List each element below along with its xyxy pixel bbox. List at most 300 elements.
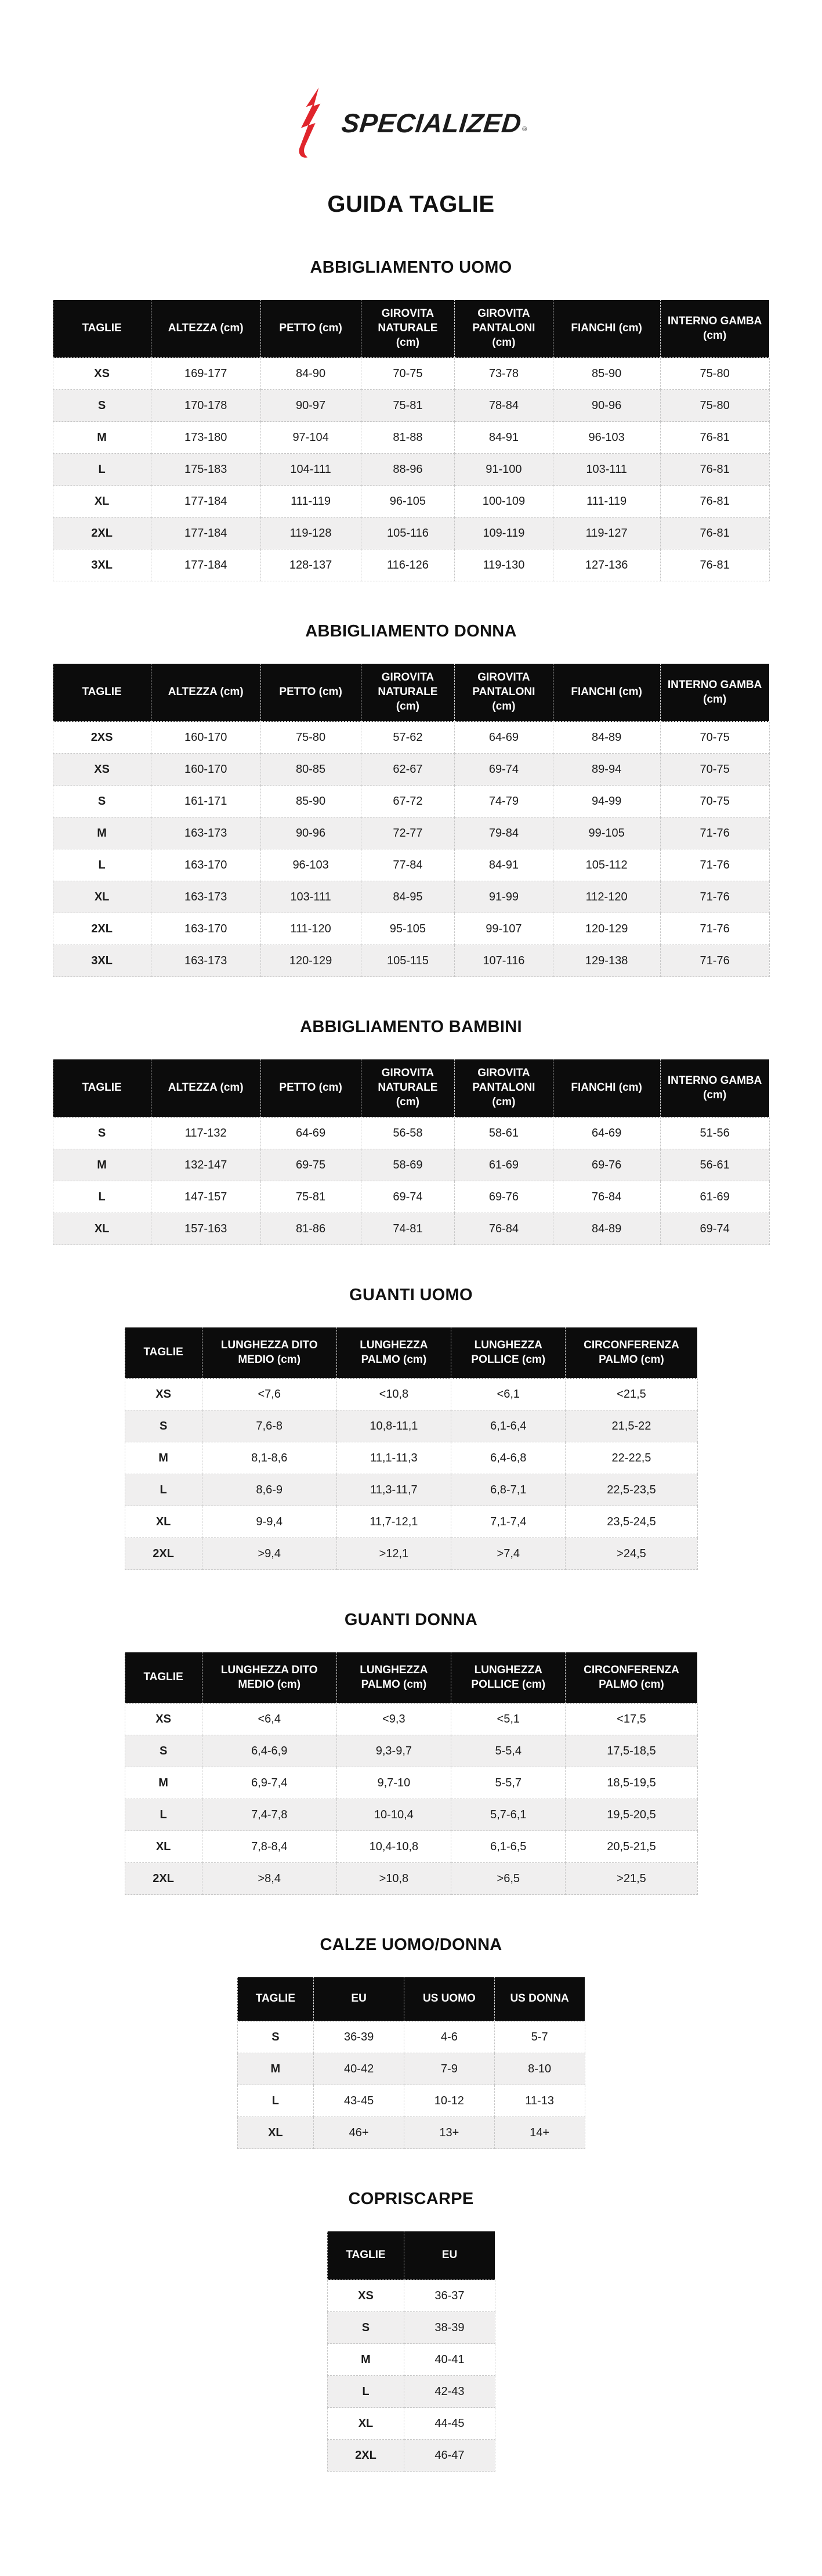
table-cell: 11,1-11,3 bbox=[336, 1442, 451, 1474]
table-cell: 19,5-20,5 bbox=[566, 1799, 697, 1831]
section-title: ABBIGLIAMENTO UOMO bbox=[310, 258, 512, 277]
table-cell: 44-45 bbox=[404, 2408, 495, 2440]
table-cell: 119-128 bbox=[260, 518, 361, 549]
table-cell: 74-79 bbox=[455, 786, 553, 817]
table-cell: <21,5 bbox=[566, 1379, 697, 1410]
table-cell: 76-81 bbox=[660, 486, 769, 518]
size-label-cell: XL bbox=[125, 1506, 202, 1538]
section-title: GUANTI DONNA bbox=[344, 1611, 478, 1629]
table-cell: 20,5-21,5 bbox=[566, 1831, 697, 1863]
size-label-cell: L bbox=[327, 2376, 404, 2408]
table-row bbox=[53, 881, 769, 913]
table-cell: 6,9-7,4 bbox=[202, 1767, 336, 1799]
table-cell: 119-127 bbox=[553, 518, 660, 549]
table-cell: 96-103 bbox=[553, 422, 660, 454]
size-label-cell: M bbox=[125, 1767, 202, 1799]
table-cell: 8-10 bbox=[494, 2053, 585, 2085]
table-cell: 7,1-7,4 bbox=[451, 1506, 566, 1538]
size-label-cell: M bbox=[125, 1442, 202, 1474]
table-cell: 42-43 bbox=[404, 2376, 495, 2408]
size-label-cell: XS bbox=[125, 1379, 202, 1410]
table-cell: 71-76 bbox=[660, 881, 769, 913]
size-guide-section bbox=[0, 1018, 822, 1245]
table-row bbox=[327, 2312, 495, 2344]
table-cell: 56-58 bbox=[361, 1117, 455, 1149]
table-row bbox=[125, 1831, 697, 1863]
table-header-cell: TAGLIE bbox=[53, 1059, 151, 1117]
table-row bbox=[53, 849, 769, 881]
table-cell: 69-74 bbox=[660, 1213, 769, 1245]
table-cell: 6,4-6,8 bbox=[451, 1442, 566, 1474]
table-cell: 72-77 bbox=[361, 817, 455, 849]
table-cell: 9-9,4 bbox=[202, 1506, 336, 1538]
table-header-cell: INTERNO GAMBA (cm) bbox=[660, 664, 769, 722]
table-cell: 94-99 bbox=[553, 786, 660, 817]
table-cell: 22-22,5 bbox=[566, 1442, 697, 1474]
table-row bbox=[327, 2408, 495, 2440]
table-cell: 56-61 bbox=[660, 1149, 769, 1181]
table-header-cell: LUNGHEZZA POLLICE (cm) bbox=[451, 1652, 566, 1703]
table-row bbox=[125, 1703, 697, 1735]
header-row bbox=[53, 1059, 769, 1117]
table-header-cell: GIROVITA NATURALE (cm) bbox=[361, 300, 455, 358]
table-header-cell: LUNGHEZZA DITO MEDIO (cm) bbox=[202, 1327, 336, 1379]
table-cell: 177-184 bbox=[151, 549, 260, 581]
table-cell: 84-89 bbox=[553, 1213, 660, 1245]
size-label-cell: M bbox=[327, 2344, 404, 2376]
table-cell: 84-89 bbox=[553, 722, 660, 754]
table-cell: 10-10,4 bbox=[336, 1799, 451, 1831]
size-label-cell: 2XL bbox=[327, 2440, 404, 2472]
table-header-cell: US DONNA bbox=[494, 1977, 585, 2021]
table-cell: 107-116 bbox=[455, 945, 553, 977]
table-row bbox=[53, 486, 769, 518]
table-cell: 7,8-8,4 bbox=[202, 1831, 336, 1863]
table-cell: 88-96 bbox=[361, 454, 455, 486]
size-label-cell: L bbox=[237, 2085, 314, 2117]
size-guide-section bbox=[0, 1611, 822, 1895]
table-cell: 76-84 bbox=[455, 1213, 553, 1245]
table-cell: 7-9 bbox=[404, 2053, 495, 2085]
table-cell: 103-111 bbox=[260, 881, 361, 913]
table-body bbox=[125, 1379, 697, 1570]
size-label-cell: XL bbox=[237, 2117, 314, 2149]
table-header-cell: LUNGHEZZA PALMO (cm) bbox=[336, 1327, 451, 1379]
table-cell: 76-81 bbox=[660, 518, 769, 549]
table-cell: 75-81 bbox=[361, 390, 455, 422]
table-header-cell: INTERNO GAMBA (cm) bbox=[660, 1059, 769, 1117]
table-cell: 147-157 bbox=[151, 1181, 260, 1213]
header-row bbox=[53, 664, 769, 722]
size-table bbox=[53, 1059, 770, 1245]
size-guide-section bbox=[0, 1286, 822, 1570]
table-cell: 13+ bbox=[404, 2117, 495, 2149]
table-cell: 57-62 bbox=[361, 722, 455, 754]
table-cell: 76-81 bbox=[660, 454, 769, 486]
table-row bbox=[125, 1442, 697, 1474]
table-cell: 64-69 bbox=[553, 1117, 660, 1149]
table-cell: 6,1-6,5 bbox=[451, 1831, 566, 1863]
table-header-cell: GIROVITA NATURALE (cm) bbox=[361, 1059, 455, 1117]
table-cell: 5-5,7 bbox=[451, 1767, 566, 1799]
size-label-cell: XL bbox=[53, 881, 151, 913]
table-cell: 119-130 bbox=[455, 549, 553, 581]
size-table bbox=[327, 2231, 495, 2472]
size-label-cell: S bbox=[327, 2312, 404, 2344]
table-cell: 96-105 bbox=[361, 486, 455, 518]
table-body bbox=[53, 1117, 769, 1245]
table-cell: 163-173 bbox=[151, 945, 260, 977]
size-label-cell: M bbox=[53, 422, 151, 454]
table-cell: 163-170 bbox=[151, 913, 260, 945]
table-row bbox=[53, 786, 769, 817]
table-cell: 163-173 bbox=[151, 881, 260, 913]
size-label-cell: S bbox=[53, 786, 151, 817]
table-cell: 163-170 bbox=[151, 849, 260, 881]
table-body bbox=[125, 1703, 697, 1895]
header-row bbox=[125, 1327, 697, 1379]
table-header-cell: TAGLIE bbox=[125, 1652, 202, 1703]
size-guide-section bbox=[0, 2190, 822, 2472]
table-cell: 40-42 bbox=[314, 2053, 404, 2085]
table-cell: 85-90 bbox=[553, 358, 660, 390]
table-row bbox=[237, 2021, 585, 2053]
table-cell: 62-67 bbox=[361, 754, 455, 786]
table-cell: 163-173 bbox=[151, 817, 260, 849]
table-row bbox=[53, 518, 769, 549]
table-cell: 117-132 bbox=[151, 1117, 260, 1149]
size-guide-section bbox=[0, 1935, 822, 2149]
size-label-cell: XS bbox=[53, 754, 151, 786]
size-label-cell: 3XL bbox=[53, 549, 151, 581]
table-cell: 75-80 bbox=[660, 358, 769, 390]
size-table bbox=[125, 1327, 698, 1570]
table-row bbox=[125, 1538, 697, 1570]
table-cell: 89-94 bbox=[553, 754, 660, 786]
table-cell: <9,3 bbox=[336, 1703, 451, 1735]
section-title: ABBIGLIAMENTO BAMBINI bbox=[300, 1018, 522, 1036]
table-cell: 8,6-9 bbox=[202, 1474, 336, 1506]
table-header-cell: PETTO (cm) bbox=[260, 300, 361, 358]
table-header-cell: TAGLIE bbox=[53, 300, 151, 358]
table-cell: 75-80 bbox=[660, 390, 769, 422]
table-row bbox=[125, 1410, 697, 1442]
table-cell: 77-84 bbox=[361, 849, 455, 881]
table-cell: 120-129 bbox=[553, 913, 660, 945]
table-row bbox=[53, 1181, 769, 1213]
page-title: GUIDA TAGLIE bbox=[327, 191, 495, 217]
table-cell: 81-86 bbox=[260, 1213, 361, 1245]
table-cell: 105-116 bbox=[361, 518, 455, 549]
table-cell: 61-69 bbox=[660, 1181, 769, 1213]
size-label-cell: 2XS bbox=[53, 722, 151, 754]
size-label-cell: S bbox=[237, 2021, 314, 2053]
table-cell: 18,5-19,5 bbox=[566, 1767, 697, 1799]
size-label-cell: 3XL bbox=[53, 945, 151, 977]
table-cell: 90-96 bbox=[260, 817, 361, 849]
table-cell: 5,7-6,1 bbox=[451, 1799, 566, 1831]
table-header-cell: FIANCHI (cm) bbox=[553, 300, 660, 358]
table-row bbox=[53, 549, 769, 581]
table-cell: 111-120 bbox=[260, 913, 361, 945]
table-cell: 7,4-7,8 bbox=[202, 1799, 336, 1831]
table-cell: 81-88 bbox=[361, 422, 455, 454]
table-header-cell: TAGLIE bbox=[237, 1977, 314, 2021]
table-cell: 17,5-18,5 bbox=[566, 1735, 697, 1767]
registered-trademark-mark: ® bbox=[522, 126, 527, 133]
section-title: CALZE UOMO/DONNA bbox=[320, 1935, 502, 1954]
header-row bbox=[327, 2231, 495, 2280]
table-cell: 99-107 bbox=[455, 913, 553, 945]
table-row bbox=[53, 390, 769, 422]
table-cell: <5,1 bbox=[451, 1703, 566, 1735]
table-cell: 38-39 bbox=[404, 2312, 495, 2344]
table-cell: 36-37 bbox=[404, 2280, 495, 2312]
size-label-cell: M bbox=[53, 1149, 151, 1181]
table-cell: 8,1-8,6 bbox=[202, 1442, 336, 1474]
table-row bbox=[125, 1379, 697, 1410]
table-cell: 129-138 bbox=[553, 945, 660, 977]
table-cell: 76-84 bbox=[553, 1181, 660, 1213]
table-header-cell: GIROVITA PANTALONI (cm) bbox=[455, 300, 553, 358]
table-cell: 46-47 bbox=[404, 2440, 495, 2472]
table-row bbox=[125, 1799, 697, 1831]
table-cell: 85-90 bbox=[260, 786, 361, 817]
table-cell: >21,5 bbox=[566, 1863, 697, 1895]
table-cell: 177-184 bbox=[151, 518, 260, 549]
table-cell: 175-183 bbox=[151, 454, 260, 486]
table-cell: 7,6-8 bbox=[202, 1410, 336, 1442]
table-cell: 173-180 bbox=[151, 422, 260, 454]
table-cell: 70-75 bbox=[361, 358, 455, 390]
size-label-cell: S bbox=[53, 1117, 151, 1149]
table-cell: 69-76 bbox=[553, 1149, 660, 1181]
specialized-wordmark bbox=[339, 107, 527, 139]
table-header-cell: ALTEZZA (cm) bbox=[151, 664, 260, 722]
table-cell: 11-13 bbox=[494, 2085, 585, 2117]
table-row bbox=[53, 817, 769, 849]
table-cell: 58-61 bbox=[455, 1117, 553, 1149]
table-cell: 58-69 bbox=[361, 1149, 455, 1181]
size-label-cell: XS bbox=[125, 1703, 202, 1735]
table-row bbox=[237, 2053, 585, 2085]
table-row bbox=[53, 754, 769, 786]
table-row bbox=[237, 2085, 585, 2117]
size-guide-section bbox=[0, 622, 822, 977]
table-cell: 170-178 bbox=[151, 390, 260, 422]
table-cell: 6,4-6,9 bbox=[202, 1735, 336, 1767]
table-header-cell: EU bbox=[404, 2231, 495, 2280]
table-header-cell: GIROVITA PANTALONI (cm) bbox=[455, 664, 553, 722]
size-table bbox=[53, 663, 770, 977]
table-cell: 71-76 bbox=[660, 849, 769, 881]
table-cell: 127-136 bbox=[553, 549, 660, 581]
size-table bbox=[53, 299, 770, 581]
size-label-cell: 2XL bbox=[125, 1863, 202, 1895]
table-cell: 70-75 bbox=[660, 754, 769, 786]
table-cell: 79-84 bbox=[455, 817, 553, 849]
size-guide-section bbox=[0, 258, 822, 581]
section-title: ABBIGLIAMENTO DONNA bbox=[305, 622, 517, 641]
table-cell: 95-105 bbox=[361, 913, 455, 945]
table-header-cell: ALTEZZA (cm) bbox=[151, 1059, 260, 1117]
table-cell: 10-12 bbox=[404, 2085, 495, 2117]
table-row bbox=[125, 1767, 697, 1799]
table-cell: <6,1 bbox=[451, 1379, 566, 1410]
size-tables-container bbox=[0, 258, 822, 2472]
table-cell: 40-41 bbox=[404, 2344, 495, 2376]
table-header-cell: CIRCONFERENZA PALMO (cm) bbox=[566, 1327, 697, 1379]
table-row bbox=[53, 358, 769, 390]
table-cell: 177-184 bbox=[151, 486, 260, 518]
table-cell: 64-69 bbox=[260, 1117, 361, 1149]
header-row bbox=[53, 300, 769, 358]
table-cell: 4-6 bbox=[404, 2021, 495, 2053]
table-cell: <7,6 bbox=[202, 1379, 336, 1410]
table-cell: 36-39 bbox=[314, 2021, 404, 2053]
table-cell: 103-111 bbox=[553, 454, 660, 486]
specialized-s-icon bbox=[295, 88, 329, 158]
section-title: COPRISCARPE bbox=[348, 2190, 474, 2208]
table-cell: >24,5 bbox=[566, 1538, 697, 1570]
table-row bbox=[53, 722, 769, 754]
table-cell: 51-56 bbox=[660, 1117, 769, 1149]
table-cell: 74-81 bbox=[361, 1213, 455, 1245]
table-cell: 105-115 bbox=[361, 945, 455, 977]
table-header-cell: LUNGHEZZA DITO MEDIO (cm) bbox=[202, 1652, 336, 1703]
table-cell: 10,8-11,1 bbox=[336, 1410, 451, 1442]
table-cell: 76-81 bbox=[660, 422, 769, 454]
size-label-cell: S bbox=[53, 390, 151, 422]
table-row bbox=[327, 2344, 495, 2376]
table-header-cell: INTERNO GAMBA (cm) bbox=[660, 300, 769, 358]
table-header-cell: LUNGHEZZA PALMO (cm) bbox=[336, 1652, 451, 1703]
table-header-cell: TAGLIE bbox=[125, 1327, 202, 1379]
table-cell: 84-91 bbox=[455, 422, 553, 454]
table-row bbox=[53, 454, 769, 486]
table-cell: 84-91 bbox=[455, 849, 553, 881]
table-cell: 161-171 bbox=[151, 786, 260, 817]
table-cell: 160-170 bbox=[151, 722, 260, 754]
table-cell: 14+ bbox=[494, 2117, 585, 2149]
table-cell: 71-76 bbox=[660, 913, 769, 945]
table-header-cell: FIANCHI (cm) bbox=[553, 664, 660, 722]
table-body bbox=[53, 722, 769, 977]
table-cell: 70-75 bbox=[660, 722, 769, 754]
table-row bbox=[237, 2117, 585, 2149]
table-cell: 71-76 bbox=[660, 817, 769, 849]
table-body bbox=[53, 358, 769, 581]
table-cell: 69-74 bbox=[455, 754, 553, 786]
table-cell: 9,3-9,7 bbox=[336, 1735, 451, 1767]
table-cell: >7,4 bbox=[451, 1538, 566, 1570]
size-label-cell: L bbox=[125, 1474, 202, 1506]
table-header-cell: TAGLIE bbox=[53, 664, 151, 722]
size-label-cell: L bbox=[53, 1181, 151, 1213]
size-label-cell: L bbox=[125, 1799, 202, 1831]
table-header-cell: EU bbox=[314, 1977, 404, 2021]
table-cell: 6,1-6,4 bbox=[451, 1410, 566, 1442]
table-cell: 70-75 bbox=[660, 786, 769, 817]
table-cell: 104-111 bbox=[260, 454, 361, 486]
table-row bbox=[53, 1213, 769, 1245]
table-cell: 11,3-11,7 bbox=[336, 1474, 451, 1506]
table-cell: 99-105 bbox=[553, 817, 660, 849]
table-row bbox=[327, 2440, 495, 2472]
header-row bbox=[237, 1977, 585, 2021]
size-label-cell: XS bbox=[53, 358, 151, 390]
table-cell: 120-129 bbox=[260, 945, 361, 977]
table-row bbox=[53, 422, 769, 454]
size-label-cell: S bbox=[125, 1410, 202, 1442]
table-header-cell: GIROVITA NATURALE (cm) bbox=[361, 664, 455, 722]
size-label-cell: XL bbox=[53, 486, 151, 518]
table-cell: 112-120 bbox=[553, 881, 660, 913]
table-cell: 69-76 bbox=[455, 1181, 553, 1213]
table-cell: 84-95 bbox=[361, 881, 455, 913]
size-label-cell: XS bbox=[327, 2280, 404, 2312]
table-row bbox=[53, 1149, 769, 1181]
size-label-cell: XL bbox=[327, 2408, 404, 2440]
table-header-cell: TAGLIE bbox=[327, 2231, 404, 2280]
table-row bbox=[53, 1117, 769, 1149]
table-cell: 157-163 bbox=[151, 1213, 260, 1245]
table-cell: >12,1 bbox=[336, 1538, 451, 1570]
table-row bbox=[125, 1474, 697, 1506]
table-row bbox=[53, 913, 769, 945]
table-cell: >9,4 bbox=[202, 1538, 336, 1570]
table-header-cell: FIANCHI (cm) bbox=[553, 1059, 660, 1117]
table-header-cell: GIROVITA PANTALONI (cm) bbox=[455, 1059, 553, 1117]
table-cell: 160-170 bbox=[151, 754, 260, 786]
size-table bbox=[125, 1652, 698, 1895]
size-label-cell: L bbox=[53, 849, 151, 881]
table-cell: 84-90 bbox=[260, 358, 361, 390]
size-label-cell: 2XL bbox=[125, 1538, 202, 1570]
table-header-cell: CIRCONFERENZA PALMO (cm) bbox=[566, 1652, 697, 1703]
table-cell: 61-69 bbox=[455, 1149, 553, 1181]
table-cell: 71-76 bbox=[660, 945, 769, 977]
table-cell: 111-119 bbox=[553, 486, 660, 518]
size-table bbox=[237, 1977, 585, 2149]
section-title: GUANTI UOMO bbox=[349, 1286, 473, 1304]
table-cell: 75-81 bbox=[260, 1181, 361, 1213]
table-cell: 21,5-22 bbox=[566, 1410, 697, 1442]
table-row bbox=[125, 1863, 697, 1895]
table-row bbox=[327, 2280, 495, 2312]
table-cell: 169-177 bbox=[151, 358, 260, 390]
table-cell: 90-97 bbox=[260, 390, 361, 422]
table-cell: 80-85 bbox=[260, 754, 361, 786]
table-cell: <17,5 bbox=[566, 1703, 697, 1735]
table-row bbox=[53, 945, 769, 977]
table-cell: 43-45 bbox=[314, 2085, 404, 2117]
table-cell: >6,5 bbox=[451, 1863, 566, 1895]
table-cell: 76-81 bbox=[660, 549, 769, 581]
table-cell: <6,4 bbox=[202, 1703, 336, 1735]
table-header-cell: PETTO (cm) bbox=[260, 1059, 361, 1117]
table-cell: 69-75 bbox=[260, 1149, 361, 1181]
table-row bbox=[125, 1506, 697, 1538]
table-cell: 11,7-12,1 bbox=[336, 1506, 451, 1538]
size-label-cell: M bbox=[53, 817, 151, 849]
table-cell: 96-103 bbox=[260, 849, 361, 881]
table-cell: 132-147 bbox=[151, 1149, 260, 1181]
size-label-cell: L bbox=[53, 454, 151, 486]
table-cell: 9,7-10 bbox=[336, 1767, 451, 1799]
size-label-cell: XL bbox=[125, 1831, 202, 1863]
specialized-logo bbox=[0, 86, 822, 160]
